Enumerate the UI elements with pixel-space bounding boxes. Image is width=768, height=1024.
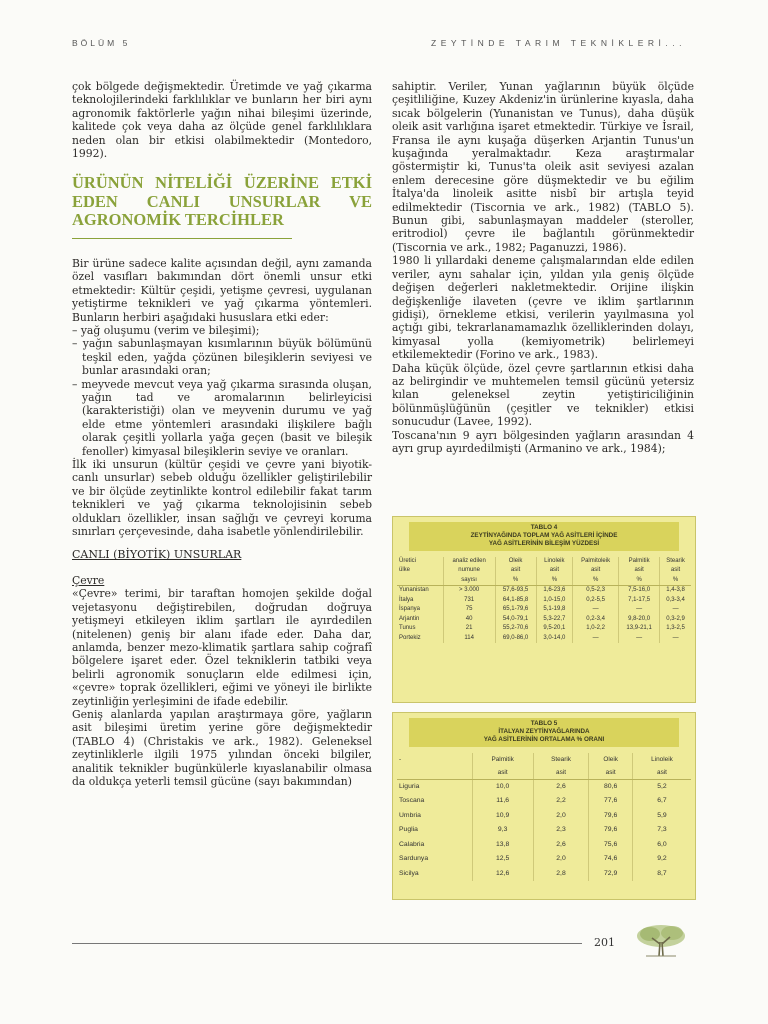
table-cell: Tunus xyxy=(399,625,416,632)
table-header-cell: asit xyxy=(573,566,619,576)
table-header-cell: Linoleik xyxy=(633,753,692,766)
table-row xyxy=(397,852,691,867)
table-cell: 21 xyxy=(443,624,495,634)
table-row xyxy=(397,615,691,625)
table-header-cell: Palmitik xyxy=(472,753,533,766)
paragraph: Geniş alanlarda yapılan araştırmaya göre, yağların asit bileşimi üretim yerine göre değişmektedir (TABLO 4) (Christakis ve ark., 1982). Geleneksel zeytinliklerle ilgili 1975 yılından önceki bilgiler, analitik teknikler bugünkülerle kıyaslanabilir olmasa da oldukça yeterli temsil gücüne (sayı bakımından) xyxy=(72,707,372,788)
paragraph: sahiptir. Veriler, Yunan yağlarının büyük ölçüde çeşitliliğine, Kuzey Akdeniz'in ürünlerine kıyasla, daha sıcak bölgelerin (Yunanistan ve Tunus), daha düşük oleik asit varlığına işaret etmektedir. Türkiye ve İsrail, Fransa ile aynı kuşağa düşerken Arjantin Tunus'un kuşağında yeralmaktadır. Keza araştırmalar göstermiştir ki, Tunus'ta oleik asit seviyesi azalan enlem derecesine göre düşmektedir ve bu eğilim İtalya'da linoleik asitte nisbî bir artışla teyid edilmektedir (Tiscornia ve ark., 1982) (TABLO 5). Bunun gibi, sabunlaşmayan maddeler (steroller, eritrodiol) çevre ile bağlantılı görünmektedir (Tiscornia ve ark., 1982; Paganuzzi, 1986). xyxy=(392,80,694,254)
table-cell: 9,2 xyxy=(633,852,692,867)
table-cell: 64,1-85,8 xyxy=(495,596,536,606)
table-cell: 75,6 xyxy=(589,838,633,853)
table-row xyxy=(397,596,691,606)
table-cell: 7,5-16,0 xyxy=(619,586,660,596)
table-cell: Sardunya xyxy=(399,855,429,863)
table-header-cell: Stearik xyxy=(533,753,589,766)
table-cell: — xyxy=(619,605,660,615)
table-header-cell: Üretici xyxy=(399,557,417,564)
table-title-line: YAĞ ASİTLERİNİN ORTALAMA % ORANI xyxy=(483,736,605,744)
table-header-cell: Stearik xyxy=(660,557,691,567)
table-cell: 55,2-70,6 xyxy=(495,624,536,634)
table-cell: 10,9 xyxy=(472,809,533,824)
paragraph: Bir ürüne sadece kalite açısından değil, aynı zamanda özel vasıfları bakımından dört önemli unsur etki etmektedir: Kültür çeşidi, yetişme çevresi, uygulanan yetiştirme teknikleri ve yağ çıkarma yöntemleri. Bunların herbiri aşağıdaki hususlara etki eder: xyxy=(72,256,372,324)
table-header-cell: asit xyxy=(533,766,589,780)
table-cell: 13,8 xyxy=(472,838,533,853)
paragraph: İlk iki unsurun (kültür çeşidi ve çevre yani biyotik-canlı unsurlar) sebeb olduğu özellikler geliştirilebilir ve bir ölçüde zeytinlikte kontrol edilebilir fakat tarım teknikleri ve yağ çıkarma teknolojisinin sebeb oldukları özellikler, insan sağlığı ve çevreyi koruma sınırları çerçevesinde, daha isabetle yönlendirilebilir. xyxy=(72,458,372,539)
table-cell: 5,2 xyxy=(633,779,692,794)
table-cell: 1,0-2,2 xyxy=(573,624,619,634)
table-cell: 72,9 xyxy=(589,867,633,882)
table-5-grid xyxy=(397,753,691,882)
table-5 xyxy=(392,712,696,900)
table-header-cell: asit xyxy=(619,566,660,576)
bullet-item: – meyvede mevcut veya yağ çıkarma sırasında oluşan, yağın tad ve aromalarının belirleyicisi (karakteristiği) olan ve meyvenin durumu ve yağ elde etme yöntemleri arasındaki ilişkilere bağlı olarak çeşitli yollarla yağa geçen (basit ve bileşik fenoller) kimyasal bileşiklerin seviye ve oranları. xyxy=(72,377,372,458)
table-cell: 75 xyxy=(443,605,495,615)
table-cell: 2,8 xyxy=(533,867,589,882)
table-cell: 0,5-2,3 xyxy=(573,586,619,596)
subsubsection-heading: Çevre xyxy=(72,573,105,587)
table-cell: Sicilya xyxy=(399,869,419,877)
table-row xyxy=(397,634,691,644)
table-cell: 10,0 xyxy=(472,779,533,794)
table-cell: Umbria xyxy=(399,811,421,819)
table-cell: 5,1-19,8 xyxy=(536,605,573,615)
table-header-cell: Palmitoleik xyxy=(573,557,619,567)
table-cell: 5,9 xyxy=(633,809,692,824)
table-header-cell: sayısı xyxy=(443,576,495,586)
paragraph: Toscana'nın 9 ayrı bölgesinden yağların arasından 4 ayrı grup ayırdedilmişti (Armanino ve ark., 1984); xyxy=(392,428,694,455)
table-cell: 9,3 xyxy=(472,823,533,838)
table-cell: 9,8-20,0 xyxy=(619,615,660,625)
table-4 xyxy=(392,516,696,703)
table-cell: Yunanistan xyxy=(399,587,429,594)
table-title-line: ZEYTİNYAĞINDA TOPLAM YAĞ ASİTLERİ İÇİNDE xyxy=(470,532,618,540)
running-header-chapter: BÖLÜM 5 xyxy=(72,38,131,48)
table-header-cell: Oleik xyxy=(589,753,633,766)
table-cell: 9,5-20,1 xyxy=(536,624,573,634)
table-4-title xyxy=(409,522,679,551)
table-row xyxy=(397,867,691,882)
table-cell: 65,1-79,6 xyxy=(495,605,536,615)
table-cell: Portekiz xyxy=(399,634,421,641)
table-cell: 5,3-22,7 xyxy=(536,615,573,625)
table-cell: 69,0-86,0 xyxy=(495,634,536,644)
table-header-cell xyxy=(397,766,472,780)
table-title-line: İTALYAN ZEYTİNYAĞLARINDA xyxy=(498,728,590,736)
section-heading: ÜRÜNÜN NİTELİĞİ ÜZERİNE ETKİ EDEN CANLI UNSURLAR VE AGRONOMİK TERCİHLER xyxy=(72,173,372,230)
table-cell: 1,0-15,0 xyxy=(536,596,573,606)
table-cell: 80,6 xyxy=(589,779,633,794)
table-cell: 13,9-21,1 xyxy=(619,624,660,634)
footer-rule xyxy=(72,943,582,944)
table-cell: Puglia xyxy=(399,826,418,834)
table-cell: 12,5 xyxy=(472,852,533,867)
table-cell: 79,6 xyxy=(589,823,633,838)
table-header-row xyxy=(397,566,691,576)
table-row xyxy=(397,586,691,596)
table-cell: 3,0-14,0 xyxy=(536,634,573,644)
table-cell: 79,6 xyxy=(589,809,633,824)
table-row xyxy=(397,779,691,794)
table-4-grid xyxy=(397,557,691,644)
table-header-cell: asit xyxy=(589,766,633,780)
table-title-line: TABLO 4 xyxy=(530,524,558,531)
heading-underline xyxy=(72,238,292,239)
paragraph: Daha küçük ölçüde, özel çevre şartlarının etkisi daha az belirgindir ve muhtemelen temsil gücünü yetersiz kılan geleneksel zeytin yetiştiriciliğinin bölünmüşlüğünün (çeşitler ve teknikler) etkisi sonucudur (Lavee, 1992). xyxy=(392,361,694,429)
table-header-cell: % xyxy=(573,576,619,586)
table-row xyxy=(397,823,691,838)
table-title-line: YAĞ ASİTLERİNİN BİLEŞİM YÜZDESİ xyxy=(488,540,600,548)
table-header-cell: Palmitik xyxy=(619,557,660,567)
table-cell: 0,3-2,9 xyxy=(660,615,691,625)
table-cell: 114 xyxy=(443,634,495,644)
table-cell: 6,0 xyxy=(633,838,692,853)
running-header-title: ZEYTİNDE TARIM TEKNİKLERİ... xyxy=(431,38,686,48)
bullet-item: – yağ oluşumu (verim ve bileşimi); xyxy=(72,323,260,337)
table-cell: — xyxy=(619,634,660,644)
table-header-row xyxy=(397,557,691,567)
table-cell: 731 xyxy=(443,596,495,606)
olive-tree-icon xyxy=(632,922,690,958)
table-cell: Toscana xyxy=(399,797,425,805)
table-header-cell: % xyxy=(536,576,573,586)
table-header-row xyxy=(397,576,691,586)
table-header-cell: asit xyxy=(633,766,692,780)
table-cell: 7,1-17,5 xyxy=(619,596,660,606)
table-header-cell xyxy=(397,576,443,586)
table-cell: 77,6 xyxy=(589,794,633,809)
table-cell: 0,2-5,5 xyxy=(573,596,619,606)
table-cell: 54,0-79,1 xyxy=(495,615,536,625)
table-header-cell: % xyxy=(619,576,660,586)
table-cell: 74,6 xyxy=(589,852,633,867)
table-cell: 1,3-2,5 xyxy=(660,624,691,634)
table-header-cell: Linoleik xyxy=(536,557,573,567)
table-cell: > 3.000 xyxy=(443,586,495,596)
table-cell: 2,6 xyxy=(533,779,589,794)
intro-paragraph: çok bölgede değişmektedir. Üretimde ve yağ çıkarma teknolojilerindeki farklılıklar ve bunların her biri aynı agronomik faktörlerle yağın nihai bileşimi üzerinde, kalitede çok veya daha az ölçüde genel farklılıklara neden olan bir etkisi olabilmektedir (Montedoro, 1992). xyxy=(72,80,372,161)
table-cell: 2,2 xyxy=(533,794,589,809)
table-cell: — xyxy=(573,605,619,615)
paragraph: 1980 li yıllardaki deneme çalışmalarından elde edilen veriler, aynı sahalar için, yıldan yıla geniş ölçüde değişen değerleri nakletmektedir. Orijine ilişkin değişkenliğe ilaveten (çevre ve iklim şartlarının gidişi), örnekleme etkisi, verilerin yayılmasına yol açtığı gibi, tekrarlanamamazlık özelliklerinden dolayı, kimyasal yolla (kemiyometrik) belirlemeyi etkilemektedir (Forino ve ark., 1983). xyxy=(392,254,694,362)
table-cell: 1,4-3,8 xyxy=(660,586,691,596)
table-header-cell: asit xyxy=(536,566,573,576)
table-cell: 11,6 xyxy=(472,794,533,809)
table-cell: İspanya xyxy=(399,606,421,613)
paragraph: «Çevre» terimi, bir taraftan homojen şekilde doğal vejetasyonu değiştirebilen, doğrudan doğruya yetişmeyi etkileyen iklim şartları ile ayırdedilen (nitelenen) geniş bir alanı ifade eder. Daha dar, anlamda, benzer mezo-klimatik şartlara sahip coğrafî bölgelere işaret eder. Özel tekniklerin tatbiki veya belirli agronomik sonuçların elde edilmesi için, «çevre» toprak özellikleri, eğimi ve yöneyi ile birlikte zeytinliğin yerleşimini de ifade edebilir. xyxy=(72,587,372,708)
table-cell: 2,3 xyxy=(533,823,589,838)
bullet-item: – yağın sabunlaşmayan kısımlarının büyük bölümünü teşkil eden, yağda çözünen bileşiklerin seviyesi ve bunlar arasındaki oran; xyxy=(72,337,372,378)
table-cell: — xyxy=(660,634,691,644)
table-header-cell: - xyxy=(399,755,402,763)
table-cell: İtalya xyxy=(399,596,414,603)
table-cell: 57,6-93,5 xyxy=(495,586,536,596)
table-header-cell: Oleik xyxy=(495,557,536,567)
table-cell: 2,0 xyxy=(533,852,589,867)
table-row xyxy=(397,624,691,634)
table-cell: 12,6 xyxy=(472,867,533,882)
table-header-cell: analiz edilen xyxy=(443,557,495,567)
table-cell: — xyxy=(660,605,691,615)
table-cell: 40 xyxy=(443,615,495,625)
table-row xyxy=(397,605,691,615)
table-cell: 8,7 xyxy=(633,867,692,882)
table-cell: 7,3 xyxy=(633,823,692,838)
table-cell: Liguria xyxy=(399,782,420,790)
table-row xyxy=(397,838,691,853)
table-header-cell: numune xyxy=(443,566,495,576)
table-row xyxy=(397,809,691,824)
table-header-cell: asit xyxy=(660,566,691,576)
table-header-row xyxy=(397,766,691,780)
table-cell: 0,2-3,4 xyxy=(573,615,619,625)
table-header-cell: asit xyxy=(472,766,533,780)
table-header-row xyxy=(397,753,691,766)
right-column xyxy=(392,80,694,455)
table-cell: Calabria xyxy=(399,840,425,848)
table-header-cell: ülke xyxy=(399,567,411,574)
table-cell: Arjantin xyxy=(399,615,420,622)
table-header-cell: asit xyxy=(495,566,536,576)
table-row xyxy=(397,794,691,809)
table-cell: 0,3-3,4 xyxy=(660,596,691,606)
page-number: 201 xyxy=(594,936,615,949)
subsection-heading: CANLI (BİYOTİK) UNSURLAR xyxy=(72,548,242,562)
table-cell: 1,6-23,6 xyxy=(536,586,573,596)
table-cell: — xyxy=(573,634,619,644)
table-5-title xyxy=(409,718,679,747)
table-cell: 2,0 xyxy=(533,809,589,824)
table-header-cell: % xyxy=(660,576,691,586)
table-header-cell: % xyxy=(495,576,536,586)
table-cell: 6,7 xyxy=(633,794,692,809)
table-cell: 2,6 xyxy=(533,838,589,853)
left-column xyxy=(72,80,372,788)
table-title-line: TABLO 5 xyxy=(530,720,558,727)
